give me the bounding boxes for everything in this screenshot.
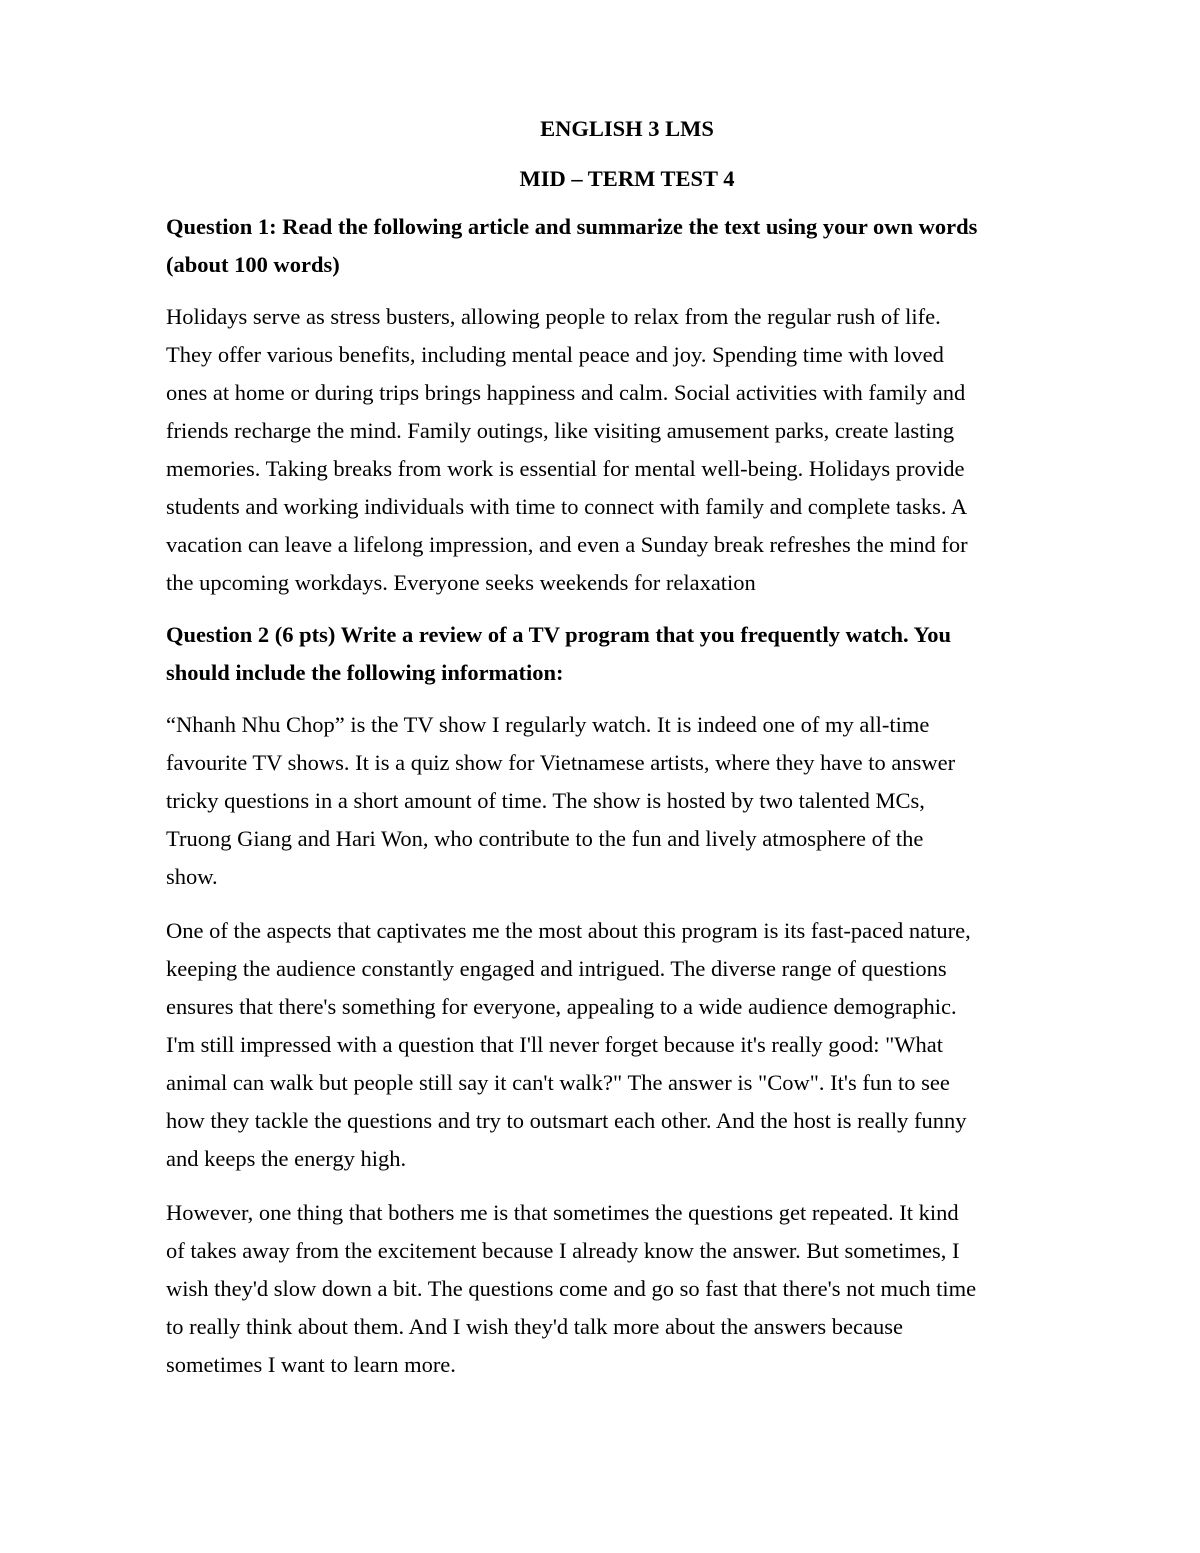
paragraph-line: favourite TV shows. It is a quiz show for Vietnamese artists, where they have to answer	[166, 750, 956, 775]
document-content	[166, 108, 1088, 1384]
paragraph-line: tricky questions in a short amount of time. The show is hosted by two talented MCs,	[166, 788, 925, 813]
document-title: ENGLISH 3 LMS	[540, 116, 714, 141]
question-2-line: Question 2 (6 pts) Write a review of a TV program that you frequently watch. You	[166, 622, 951, 647]
question-1-line: Question 1: Read the following article and summarize the text using your own words	[166, 214, 978, 239]
paragraph-line: show.	[166, 864, 218, 889]
paragraph-line: keeping the audience constantly engaged and intrigued. The diverse range of questions	[166, 956, 947, 981]
question-2	[166, 616, 1088, 692]
paragraph-line: However, one thing that bothers me is that sometimes the questions get repeated. It kind	[166, 1200, 959, 1225]
paragraph-review-intro	[166, 706, 1088, 896]
paragraph-line: Holidays serve as stress busters, allowing people to relax from the regular rush of life.	[166, 304, 941, 329]
paragraph-line: ensures that there's something for everyone, appealing to a wide audience demographic.	[166, 994, 957, 1019]
paragraph-line: wish they'd slow down a bit. The questions come and go so fast that there's not much time	[166, 1276, 977, 1301]
paragraph-line: I'm still impressed with a question that I'll never forget because it's really good: "What	[166, 1032, 943, 1057]
paragraph-line: vacation can leave a lifelong impression, and even a Sunday break refreshes the mind for	[166, 532, 968, 557]
paragraph-line: friends recharge the mind. Family outings, like visiting amusement parks, create lasting	[166, 418, 955, 443]
paragraph-holidays	[166, 298, 1088, 602]
paragraph-line: “Nhanh Nhu Chop” is the TV show I regularly watch. It is indeed one of my all-time	[166, 712, 930, 737]
paragraph-line: memories. Taking breaks from work is essential for mental well-being. Holidays provide	[166, 456, 965, 481]
paragraph-review-dislikes	[166, 1194, 1088, 1384]
document-subtitle: MID – TERM TEST 4	[519, 166, 735, 191]
question-1-line: (about 100 words)	[166, 252, 340, 277]
paragraph-line: One of the aspects that captivates me the most about this program is its fast-paced nature,	[166, 918, 971, 943]
paragraph-line: ones at home or during trips brings happiness and calm. Social activities with family and	[166, 380, 966, 405]
paragraph-line: animal can walk but people still say it can't walk?" The answer is "Cow". It's fun to see	[166, 1070, 950, 1095]
paragraph-line: the upcoming workdays. Everyone seeks weekends for relaxation	[166, 570, 756, 595]
paragraph-line: how they tackle the questions and try to outsmart each other. And the host is really funny	[166, 1108, 967, 1133]
paragraph-line: to really think about them. And I wish they'd talk more about the answers because	[166, 1314, 903, 1339]
question-2-line: should include the following information:	[166, 660, 564, 685]
paragraph-line: They offer various benefits, including mental peace and joy. Spending time with loved	[166, 342, 944, 367]
question-1	[166, 208, 1088, 284]
paragraph-line: Truong Giang and Hari Won, who contribute to the fun and lively atmosphere of the	[166, 826, 924, 851]
paragraph-line: students and working individuals with time to connect with family and complete tasks. A	[166, 494, 968, 519]
paragraph-line: and keeps the energy high.	[166, 1146, 407, 1171]
paragraph-line: of takes away from the excitement because I already know the answer. But sometimes, I	[166, 1238, 960, 1263]
paragraph-line: sometimes I want to learn more.	[166, 1352, 456, 1377]
paragraph-review-likes	[166, 912, 1088, 1178]
